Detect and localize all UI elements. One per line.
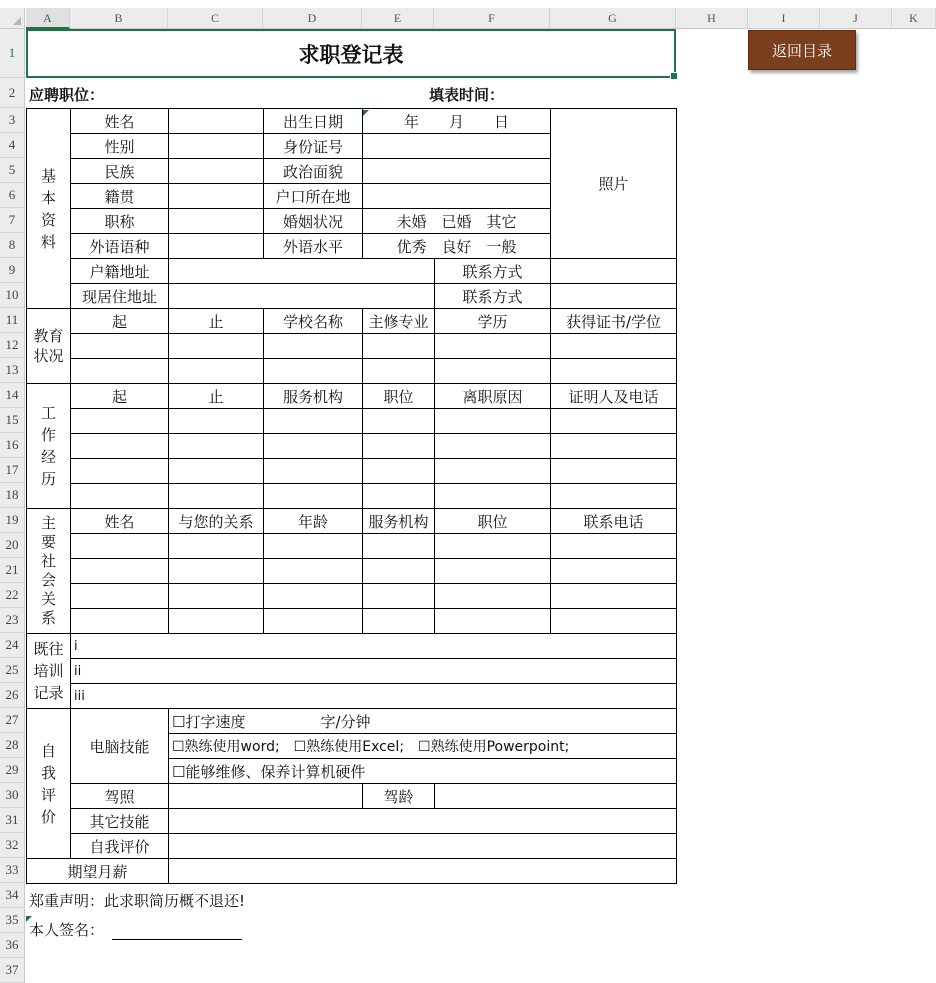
grid-line (676, 108, 677, 884)
column-header-E[interactable]: E (362, 8, 434, 29)
birth-date-label: 出生日期 (282, 112, 343, 131)
row-header-36[interactable]: 36 (0, 933, 25, 958)
row-header-24[interactable]: 24 (0, 633, 25, 658)
row-header-1[interactable]: 1 (0, 29, 25, 78)
row-header-4[interactable]: 4 (0, 133, 25, 158)
column-header-H[interactable]: H (676, 8, 748, 29)
signature-line (112, 939, 242, 940)
current-address-label: 现居住地址 (81, 287, 157, 306)
row-header-11[interactable]: 11 (0, 308, 25, 333)
grid-line (434, 783, 435, 809)
column-header-B[interactable]: B (70, 8, 168, 29)
grid-line (550, 258, 677, 259)
driving-age-label: 驾龄 (383, 787, 414, 806)
row-header-3[interactable]: 3 (0, 108, 25, 133)
comment-marker (363, 110, 369, 116)
row-header-14[interactable]: 14 (0, 383, 25, 408)
grid-line (70, 583, 677, 584)
grid-line (70, 408, 677, 409)
row-header-32[interactable]: 32 (0, 833, 25, 858)
column-header-A[interactable]: A (26, 8, 70, 29)
form-title-cell[interactable]: 求职登记表 (26, 29, 676, 78)
relations-section-label-text: 主要社会关系 (40, 514, 56, 627)
statement-text: 郑重声明：此求职简历概不退还! (29, 892, 246, 910)
self-evaluation-label: 自我评价 (89, 837, 150, 856)
grid-line (168, 108, 169, 259)
relations-header-0: 姓名 (104, 512, 135, 531)
row-header-20[interactable]: 20 (0, 533, 25, 558)
row-header-5[interactable]: 5 (0, 158, 25, 183)
signature-label: 本人签名： (29, 921, 105, 939)
training-section-label (27, 634, 70, 708)
marital-status-label: 婚姻状况 (282, 212, 343, 231)
relations-section-label (27, 509, 70, 633)
grid-line (70, 533, 677, 534)
self-eval-section-label-text: 自我评价 (40, 741, 56, 826)
fill-date-label: 填表时间： (429, 86, 505, 104)
work-header-0: 起 (111, 387, 127, 406)
language-level-label: 外语水平 (282, 237, 343, 256)
row-header-26[interactable]: 26 (0, 683, 25, 708)
job-title-label: 职称 (104, 212, 135, 231)
training-item: ii (74, 663, 82, 679)
grid-line (70, 608, 677, 609)
education-header-3: 主修专业 (368, 312, 429, 331)
basic-info-section-label-text: 基本资料 (40, 166, 56, 251)
grid-line (70, 358, 677, 359)
name-label: 姓名 (104, 112, 135, 131)
language-level-options: 优秀 良好 一般 (396, 237, 517, 256)
row-header-10[interactable]: 10 (0, 283, 25, 308)
column-header-G[interactable]: G (550, 8, 676, 29)
other-skills-label: 其它技能 (89, 812, 150, 831)
grid-line (168, 258, 169, 309)
birth-date-value: 年 月 日 (403, 112, 509, 131)
row-header-8[interactable]: 8 (0, 233, 25, 258)
education-section-label-text: 教育状况 (33, 327, 64, 365)
column-header-I[interactable]: I (748, 8, 820, 29)
grid-line (70, 483, 677, 484)
row-header-37[interactable]: 37 (0, 958, 25, 983)
computer-skills-label: 电脑技能 (89, 737, 150, 756)
row-header-21[interactable]: 21 (0, 558, 25, 583)
column-header-F[interactable]: F (434, 8, 550, 29)
back-to-index-button[interactable]: 返回目录 (748, 30, 856, 70)
row-header-12[interactable]: 12 (0, 333, 25, 358)
relations-header-4: 职位 (477, 512, 508, 531)
grid-line (70, 458, 677, 459)
row-header-2[interactable]: 2 (0, 78, 25, 108)
row-header-23[interactable]: 23 (0, 608, 25, 633)
row-header-25[interactable]: 25 (0, 658, 25, 683)
row-header-34[interactable]: 34 (0, 883, 25, 908)
basic-info-section-label (27, 109, 70, 308)
relations-header-5: 联系电话 (583, 512, 644, 531)
hardware-maintenance-option: ☐能够维修、保养计算机硬件 (172, 762, 366, 781)
row-header-22[interactable]: 22 (0, 583, 25, 608)
grid-line (70, 558, 677, 559)
row-header-33[interactable]: 33 (0, 858, 25, 883)
ethnic-label: 民族 (104, 162, 135, 181)
relations-header-1: 与您的关系 (178, 512, 254, 531)
work-section-label-text: 工作经历 (40, 404, 56, 488)
work-header-3: 职位 (383, 387, 414, 406)
column-header-K[interactable]: K (892, 8, 936, 29)
political-status-label: 政治面貌 (282, 162, 343, 181)
grid-line (26, 883, 677, 884)
row-header-15[interactable]: 15 (0, 408, 25, 433)
gender-label: 性别 (104, 137, 135, 156)
photo-cell: 照片 (598, 175, 629, 193)
typing-speed-option: ☐打字速度 字/分钟 (172, 712, 371, 731)
driving-license-label: 驾照 (104, 787, 135, 806)
row-header-31[interactable]: 31 (0, 808, 25, 833)
row-header-27[interactable]: 27 (0, 708, 25, 733)
id-card-label: 身份证号 (282, 137, 343, 156)
education-header-2: 学校名称 (282, 312, 343, 331)
row-header-18[interactable]: 18 (0, 483, 25, 508)
relations-header-2: 年龄 (297, 512, 328, 531)
row-header-29[interactable]: 29 (0, 758, 25, 783)
row-header-9[interactable]: 9 (0, 258, 25, 283)
foreign-language-label: 外语语种 (89, 237, 150, 256)
work-header-1: 止 (208, 387, 224, 406)
column-header-J[interactable]: J (820, 8, 892, 29)
native-place-label: 籍贯 (104, 187, 135, 206)
education-header-0: 起 (111, 312, 127, 331)
work-header-2: 服务机构 (282, 387, 343, 406)
expected-salary-label: 期望月薪 (67, 862, 128, 881)
hukou-label: 户口所在地 (275, 187, 351, 206)
grid-line (70, 433, 677, 434)
row-header-13[interactable]: 13 (0, 358, 25, 383)
grid-line (168, 858, 169, 884)
training-item: i (74, 638, 78, 654)
office-skills-options: ☐熟练使用word; ☐熟练使用Excel; ☐熟练使用Powerpoint; (172, 739, 570, 755)
row-header-17[interactable]: 17 (0, 458, 25, 483)
education-header-5: 获得证书/学位 (565, 312, 662, 331)
education-header-4: 学历 (477, 312, 508, 331)
work-header-4: 离职原因 (462, 387, 523, 406)
grid-line (70, 333, 677, 334)
relations-header-3: 服务机构 (368, 512, 429, 531)
education-header-1: 止 (208, 312, 224, 331)
column-header-D[interactable]: D (263, 8, 362, 29)
row-header-35[interactable]: 35 (0, 908, 25, 933)
row-header-28[interactable]: 28 (0, 733, 25, 758)
training-section-label-text: 既往培训记录 (33, 640, 64, 702)
registered-address-label: 户籍地址 (89, 262, 150, 281)
row-header-16[interactable]: 16 (0, 433, 25, 458)
work-header-5: 证明人及电话 (568, 387, 659, 406)
education-section-label (27, 309, 70, 383)
row-header-19[interactable]: 19 (0, 508, 25, 533)
top-strip (0, 0, 936, 8)
work-section-label (27, 384, 70, 508)
row-header-6[interactable]: 6 (0, 183, 25, 208)
applied-position-label: 应聘职位： (29, 86, 105, 104)
marital-status-options: 未婚 已婚 其它 (396, 212, 517, 231)
row-header-7[interactable]: 7 (0, 208, 25, 233)
contact-label: 联系方式 (462, 287, 523, 306)
contact-label: 联系方式 (462, 262, 523, 281)
select-all-corner[interactable] (0, 8, 25, 29)
training-item: iii (74, 688, 85, 704)
row-header-30[interactable]: 30 (0, 783, 25, 808)
column-header-C[interactable]: C (168, 8, 263, 29)
self-eval-section-label (27, 709, 70, 858)
